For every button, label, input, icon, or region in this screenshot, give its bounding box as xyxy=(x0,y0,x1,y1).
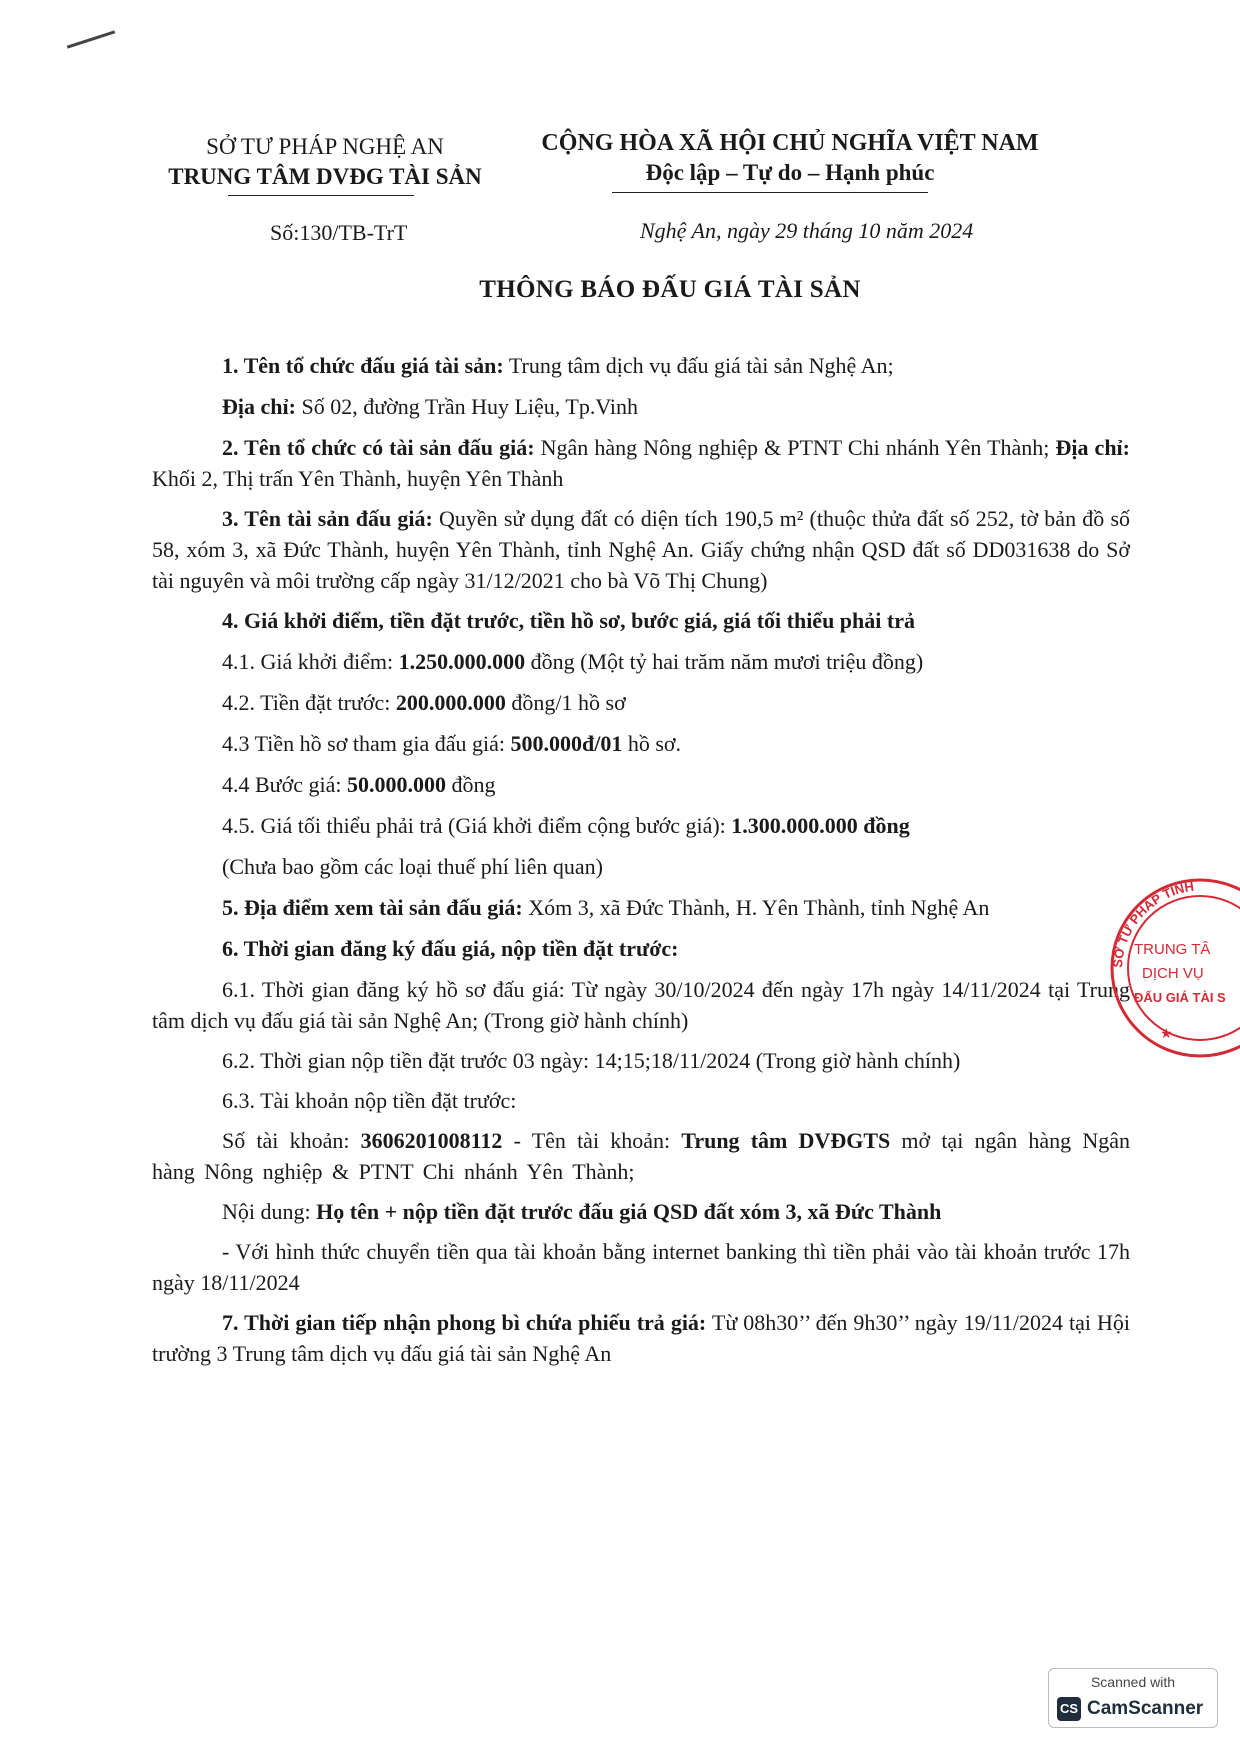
section-6-2: 6.2. Thời gian nộp tiền đặt trước 03 ngày: 14;15;18/11/2024 (Trong giờ hành chính) xyxy=(222,1048,961,1073)
section-5: 5. Địa điểm xem tài sản đấu giá: Xóm 3, xã Đức Thành, H. Yên Thành, tỉnh Nghệ An xyxy=(222,895,990,920)
watermark-brand: CamScanner xyxy=(1087,1698,1204,1719)
document-number: Số:130/TB-TrT xyxy=(270,220,408,245)
issuer-department: SỞ TƯ PHÁP NGHỆ AN xyxy=(206,134,444,159)
document-date: Nghệ An, ngày 29 tháng 10 năm 2024 xyxy=(640,218,974,243)
section-1: 1. Tên tổ chức đấu giá tài sản: Trung tâm dịch vụ đấu giá tài sản Nghệ An; xyxy=(222,353,894,378)
camscanner-watermark xyxy=(1048,1668,1218,1728)
issuer-underline xyxy=(228,195,414,196)
document-body xyxy=(152,350,1130,1369)
stamp-star-icon: ★ xyxy=(1160,1026,1173,1042)
internet-banking-note: - Với hình thức chuyển tiền qua tài khoản bằng internet banking thì tiền phải vào tài khoản trước 17h ngày 18/11/2024 xyxy=(152,1239,1130,1295)
issuer-block xyxy=(140,132,510,192)
watermark-caption: Scanned with xyxy=(1090,1674,1176,1690)
stamp-line-3: ĐẤU GIÁ TÀI S xyxy=(1134,990,1226,1005)
section-4-3: 4.3 Tiền hồ sơ tham gia đấu giá: 500.000đ/01 hồ sơ. xyxy=(222,731,682,756)
section-6-3: 6.3. Tài khoản nộp tiền đặt trước: xyxy=(222,1088,517,1113)
section-4-5: 4.5. Giá tối thiểu phải trả (Giá khởi điểm cộng bước giá): 1.300.000.000 đồng xyxy=(222,813,910,838)
transfer-content: Nội dung: Họ tên + nộp tiền đặt trước đấu giá QSD đất xóm 3, xã Đức Thành xyxy=(222,1199,942,1224)
account-details: Số tài khoản: 3606201008112 - Tên tài khoản: Trung tâm DVĐGTS mở tại ngân hàng Ngân hàng Nông nghiệp & PTNT Chi nhánh Yên Thành; xyxy=(152,1128,1131,1184)
stamp-line-2: DỊCH VỤ xyxy=(1142,965,1204,982)
section-1-address: Địa chỉ: Số 02, đường Trần Huy Liệu, Tp.Vinh xyxy=(222,394,639,419)
stamp-arc-text: SỞ TƯ PHÁP TỈNH xyxy=(1109,878,1195,969)
motto: Độc lập – Tự do – Hạnh phúc xyxy=(645,160,935,185)
camscanner-logo-icon: CS xyxy=(1057,1697,1081,1721)
section-4-4: 4.4 Bước giá: 50.000.000 đồng xyxy=(222,772,496,797)
pen-mark xyxy=(67,30,115,48)
section-4-note: (Chưa bao gồm các loại thuế phí liên quan) xyxy=(222,854,603,879)
section-4-1: 4.1. Giá khởi điểm: 1.250.000.000 đồng (Một tỷ hai trăm năm mươi triệu đồng) xyxy=(222,649,924,674)
motto-underline xyxy=(612,192,928,193)
stamp-seal-icon xyxy=(1082,878,1240,1058)
section-4-2: 4.2. Tiền đặt trước: 200.000.000 đồng/1 hồ sơ xyxy=(222,690,626,715)
section-4-heading: 4. Giá khởi điểm, tiền đặt trước, tiền hồ sơ, bước giá, giá tối thiểu phải trả xyxy=(222,608,915,633)
national-motto-block xyxy=(520,128,1060,188)
section-6-1: 6.1. Thời gian đăng ký hồ sơ đấu giá: Từ ngày 30/10/2024 đến ngày 17h ngày 14/11/2024 tại Trung tâm dịch vụ đấu giá tài sản Nghệ An; (Trong giờ hành chính) xyxy=(152,977,1130,1033)
section-7: 7. Thời gian tiếp nhận phong bì chứa phiếu trả giá: Từ 08h30’’ đến 9h30’’ ngày 19/11/2024 tại Hội trường 3 Trung tâm dịch vụ đấu giá tài sản Nghệ An xyxy=(152,1310,1131,1366)
issuer-center: TRUNG TÂM DVĐG TÀI SẢN xyxy=(168,164,482,189)
section-6-heading: 6. Thời gian đăng ký đấu giá, nộp tiền đặt trước: xyxy=(222,936,679,961)
section-3: 3. Tên tài sản đấu giá: Quyền sử dụng đất có diện tích 190,5 m² (thuộc thửa đất số 252, tờ bản đồ số 58, xóm 3, xã Đức Thành, huyện Yên Thành, tỉnh Nghệ An. Giấy chứng nhận QSD đất số DD031638 do Sở tài nguyên và môi trường cấp ngày 31/12/2021 cho bà Võ Thị Chung) xyxy=(152,506,1131,593)
official-stamp xyxy=(1082,878,1240,1063)
document-title: THÔNG BÁO ĐẤU GIÁ TÀI SẢN xyxy=(479,276,861,303)
section-2: 2. Tên tổ chức có tài sản đấu giá: Ngân hàng Nông nghiệp & PTNT Chi nhánh Yên Thành; Địa chỉ: Khối 2, Thị trấn Yên Thành, huyện Yên Thành xyxy=(152,435,1130,491)
country-name: CỘNG HÒA XÃ HỘI CHỦ NGHĨA VIỆT NAM xyxy=(541,130,1039,156)
stamp-line-1: TRUNG TÂ xyxy=(1134,941,1211,958)
